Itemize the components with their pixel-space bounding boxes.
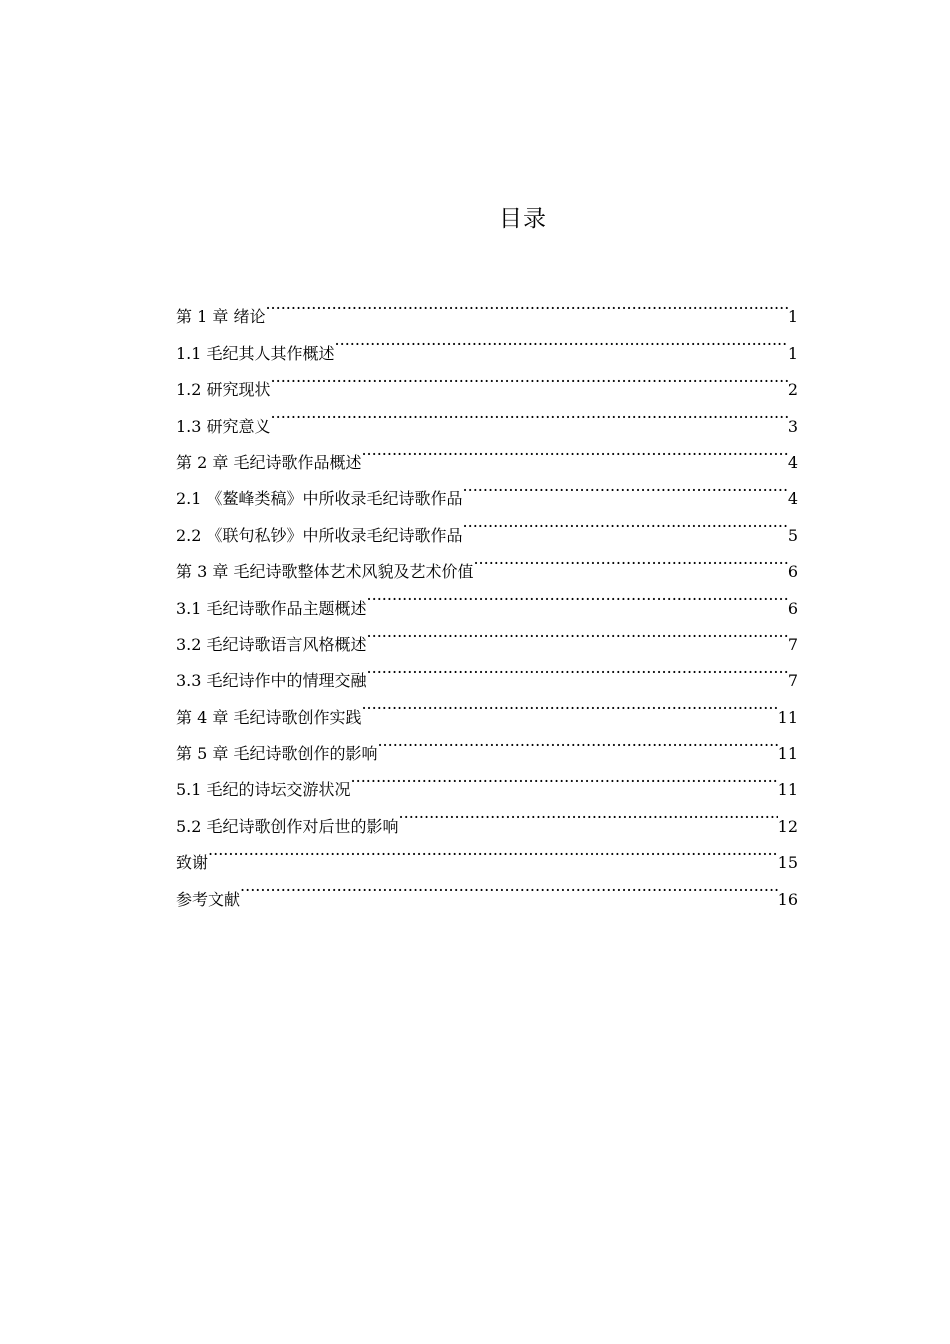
toc-entry-page-number: 2 [787, 380, 798, 400]
toc-entry-label: 5.1 毛纪的诗坛交游状况 [176, 780, 351, 800]
toc-dot-leader [240, 868, 778, 904]
toc-entry-page-number: 11 [777, 780, 798, 800]
toc-entry-page-number: 4 [787, 452, 798, 472]
toc-dot-leader [351, 759, 778, 795]
toc-dot-leader [399, 795, 778, 831]
toc-entry-label: 第 4 章 毛纪诗歌创作实践 [176, 707, 362, 727]
toc-entry-page-number: 11 [777, 707, 798, 727]
toc-dot-leader [367, 577, 788, 613]
toc-entry-page-number: 6 [787, 598, 798, 618]
toc-entry[interactable] [176, 868, 798, 909]
toc-entry-page-number: 12 [777, 816, 798, 836]
toc-entry-page-number: 4 [787, 489, 798, 509]
toc-entry-page-number: 7 [787, 671, 798, 691]
toc-dot-leader [335, 322, 788, 358]
toc-dot-leader [208, 832, 778, 868]
toc-dot-leader [463, 468, 788, 504]
toc-dot-leader [271, 359, 788, 395]
toc-entry-page-number: 5 [787, 525, 798, 545]
toc-entry-page-number: 15 [777, 853, 798, 873]
toc-entry-page-number: 1 [787, 343, 798, 363]
toc-entry-label: 参考文献 [176, 889, 241, 909]
toc-dot-leader [367, 650, 788, 686]
toc-dot-leader [463, 504, 788, 540]
toc-entry-label: 致谢 [176, 853, 209, 873]
toc-entry-page-number: 16 [777, 889, 798, 909]
toc-entry-label: 1.3 研究意义 [176, 416, 271, 436]
table-of-contents [176, 286, 798, 909]
toc-entry-page-number: 6 [787, 562, 798, 582]
toc-entry-label: 第 2 章 毛纪诗歌作品概述 [176, 452, 362, 472]
toc-entry-label: 2.2 《联句私钞》中所收录毛纪诗歌作品 [176, 525, 463, 545]
toc-dot-leader [473, 541, 787, 577]
page-title: 目录 [499, 206, 547, 232]
toc-entry-label: 3.2 毛纪诗歌语言风格概述 [176, 634, 367, 654]
toc-dot-leader [361, 686, 777, 722]
toc-entry-label: 3.1 毛纪诗歌作品主题概述 [176, 598, 367, 618]
toc-dot-leader [377, 723, 777, 759]
toc-entry-label: 第 3 章 毛纪诗歌整体艺术风貌及艺术价值 [176, 562, 474, 582]
toc-entry-label: 2.1 《鳌峰类稿》中所收录毛纪诗歌作品 [176, 489, 463, 509]
toc-dot-leader [271, 395, 788, 431]
toc-entry[interactable] [176, 322, 798, 363]
toc-entry-label: 第 5 章 毛纪诗歌创作的影响 [176, 744, 378, 764]
toc-entry-label: 5.2 毛纪诗歌创作对后世的影响 [176, 816, 399, 836]
toc-entry-label: 1.2 研究现状 [176, 380, 271, 400]
toc-entry-page-number: 3 [787, 416, 798, 436]
toc-entry-page-number: 11 [777, 744, 798, 764]
toc-entry-label: 3.3 毛纪诗作中的情理交融 [176, 671, 367, 691]
toc-dot-leader [367, 614, 788, 650]
toc-entry-page-number: 7 [787, 634, 798, 654]
toc-entry[interactable] [176, 286, 798, 327]
toc-dot-leader [265, 286, 787, 322]
toc-entry-label: 1.1 毛纪其人其作概述 [176, 343, 335, 363]
toc-entry-label: 第 1 章 绪论 [176, 307, 266, 327]
toc-entry-page-number: 1 [787, 307, 798, 327]
toc-entry[interactable] [176, 832, 798, 873]
toc-dot-leader [361, 432, 787, 468]
